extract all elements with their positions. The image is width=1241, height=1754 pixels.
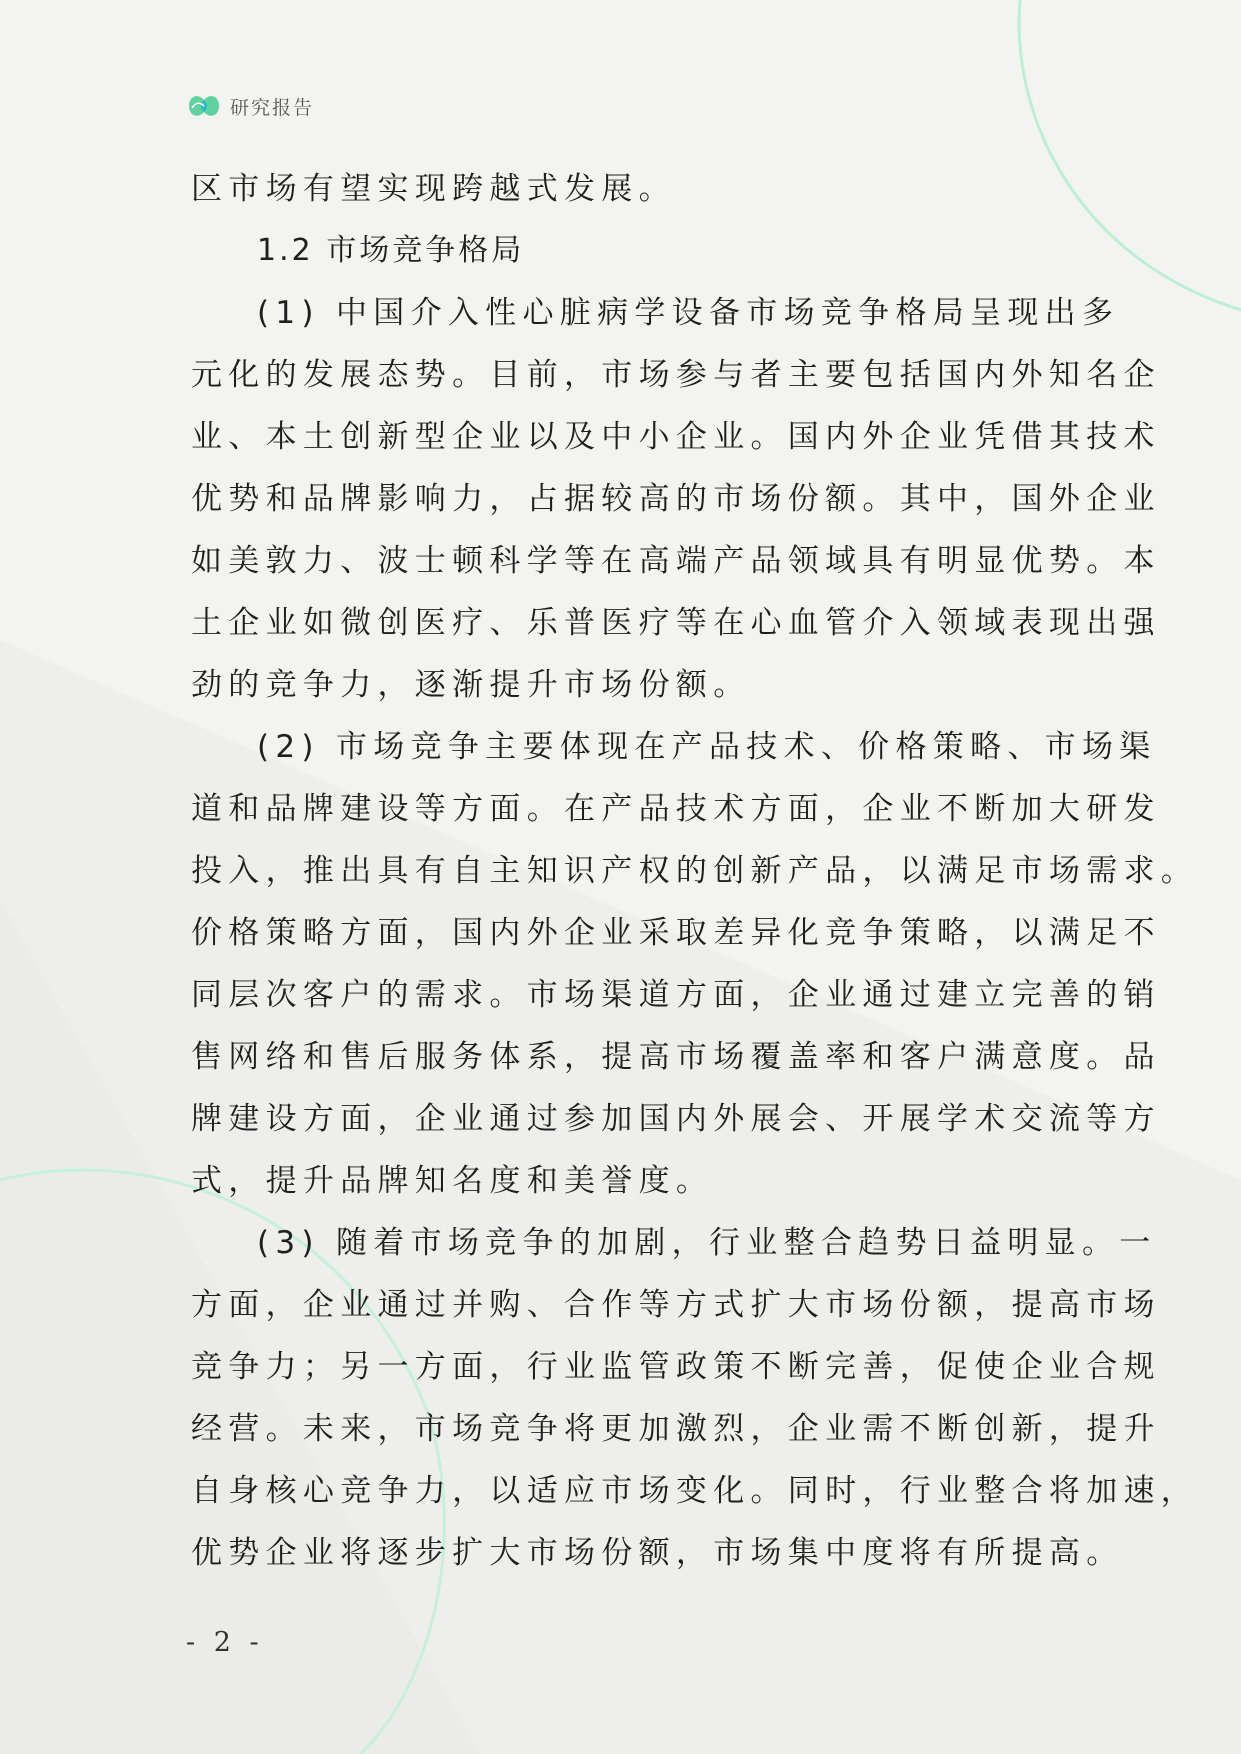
document-body	[191, 158, 1199, 1584]
paragraph-line: 价格策略方面，国内外企业采取差异化竞争策略，以满足不	[191, 915, 1161, 951]
paragraph-line: 劲的竞争力，逐渐提升市场份额。	[191, 667, 751, 703]
paragraph-line: 元化的发展态势。目前，市场参与者主要包括国内外知名企	[191, 357, 1161, 393]
paragraph-line: 式，提升品牌知名度和美誉度。	[191, 1163, 714, 1199]
paragraph-line: (2) 市场竞争主要体现在产品技术、价格策略、市场渠	[257, 729, 1157, 765]
paragraph-line: 自身核心竞争力，以适应市场变化。同时，行业整合将加速，	[191, 1473, 1199, 1509]
paragraph-line: 优势和品牌影响力，占据较高的市场份额。其中，国外企业	[191, 481, 1161, 517]
paragraph-line: 区市场有望实现跨越式发展。	[191, 171, 676, 207]
paragraph-line: 如美敦力、波士顿科学等在高端产品领域具有明显优势。本	[191, 543, 1161, 579]
paragraph-line: 竞争力；另一方面，行业监管政策不断完善，促使企业合规	[191, 1349, 1161, 1385]
paragraph-line: 土企业如微创医疗、乐普医疗等在心血管介入领域表现出强	[191, 605, 1161, 641]
paragraph-line: 同层次客户的需求。市场渠道方面，企业通过建立完善的销	[191, 977, 1161, 1013]
leaf-logo-icon	[186, 90, 222, 122]
paragraph-line: 道和品牌建设等方面。在产品技术方面，企业不断加大研发	[191, 791, 1161, 827]
paragraph-line: (3) 随着市场竞争的加剧，行业整合趋势日益明显。一	[257, 1225, 1157, 1261]
paragraph-line: 投入，推出具有自主知识产权的创新产品，以满足市场需求。	[191, 853, 1199, 889]
paragraph-line: 优势企业将逐步扩大市场份额，市场集中度将有所提高。	[191, 1535, 1124, 1571]
report-header	[186, 88, 314, 124]
header-title: 研究报告	[230, 96, 315, 119]
page-number: - 2 -	[186, 1627, 264, 1658]
section-heading: 1.2 市场竞争格局	[257, 233, 525, 268]
paragraph-line: 方面，企业通过并购、合作等方式扩大市场份额，提高市场	[191, 1287, 1161, 1323]
paragraph-line: 牌建设方面，企业通过参加国内外展会、开展学术交流等方	[191, 1101, 1161, 1137]
paragraph-line: (1) 中国介入性心脏病学设备市场竞争格局呈现出多	[257, 295, 1120, 331]
paragraph-line: 业、本土创新型企业以及中小企业。国内外企业凭借其技术	[191, 419, 1161, 455]
paragraph-line: 售网络和售后服务体系，提高市场覆盖率和客户满意度。品	[191, 1039, 1161, 1075]
bg-arc-top	[1019, 0, 1241, 310]
paragraph-line: 经营。未来，市场竞争将更加激烈，企业需不断创新，提升	[191, 1411, 1161, 1447]
